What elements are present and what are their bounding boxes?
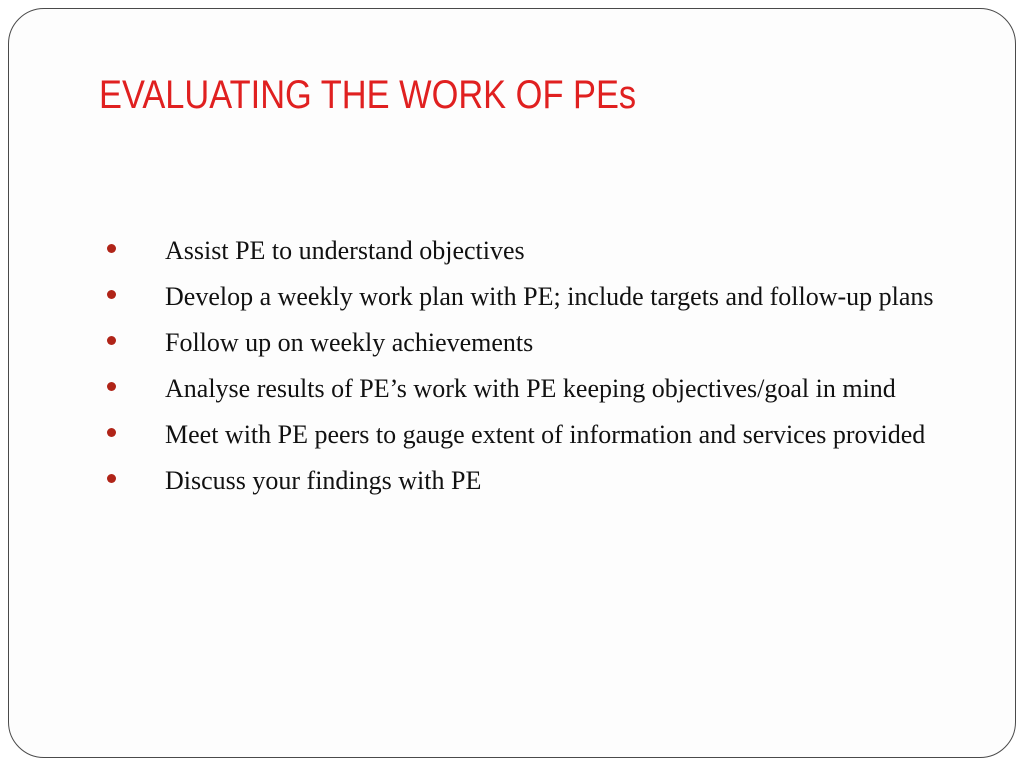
bullet-list bbox=[105, 231, 975, 507]
list-item bbox=[105, 415, 975, 455]
bullet-dot-icon bbox=[107, 290, 116, 299]
bullet-text: Analyse results of PE’s work with PE keeping objectives/goal in mind bbox=[165, 374, 896, 403]
slide-title: EVALUATING THE WORK OF PEs bbox=[99, 73, 637, 117]
bullet-text: Discuss your findings with PE bbox=[165, 466, 482, 495]
bullet-dot-icon bbox=[107, 244, 116, 253]
bullet-dot-icon bbox=[107, 428, 116, 437]
list-item bbox=[105, 231, 975, 271]
bullet-dot-icon bbox=[107, 474, 116, 483]
list-item bbox=[105, 461, 975, 501]
bullet-text: Assist PE to understand objectives bbox=[165, 236, 525, 265]
bullet-text: Meet with PE peers to gauge extent of information and services provided bbox=[165, 420, 926, 449]
bullet-text: Develop a weekly work plan with PE; include targets and follow-up plans bbox=[165, 282, 934, 311]
bullet-dot-icon bbox=[107, 382, 116, 391]
bullet-dot-icon bbox=[107, 336, 116, 345]
list-item bbox=[105, 323, 975, 363]
list-item bbox=[105, 277, 975, 317]
slide-frame bbox=[8, 8, 1016, 758]
bullet-text: Follow up on weekly achievements bbox=[165, 328, 534, 357]
list-item bbox=[105, 369, 975, 409]
